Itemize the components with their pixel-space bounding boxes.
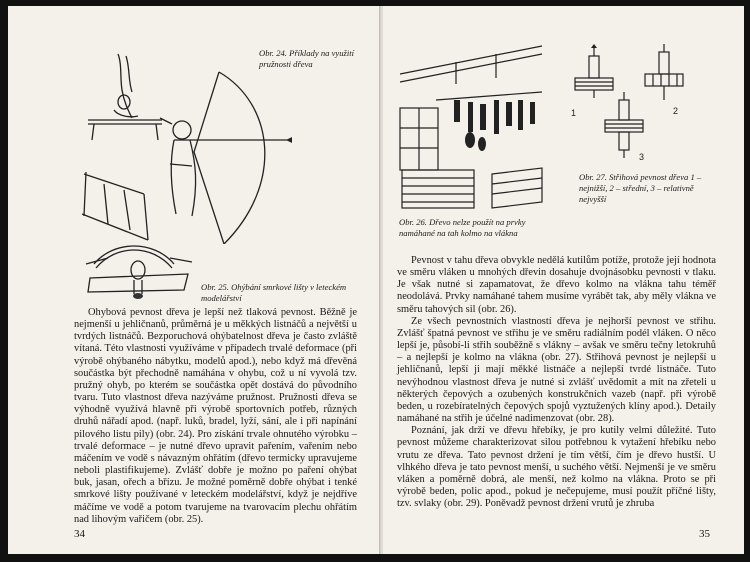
paragraph-1: Pevnost v tahu dřeva obvykle nedělá kutilům potíže, protože její hodnota ve směru vláken u mnohých dřevin dosahuje dvojnásobku pevnosti v tlaku. Je však nutné si zapamatovat, že dřevo kolmo na vlákna tahu téměř neodolává. Prvky namáhané tahem musíme vyrábět tak, aby měly vlákna ve směru tahových sil (obr. 26). <box>397 255 716 315</box>
figure-27-label-1: 1 <box>571 108 577 118</box>
figure-26-caption: Obr. 26. Dřevo nelze použít na prvky namáhané na tah kolmo na vlákna <box>399 217 526 238</box>
paragraph: Ohybová pevnost dřeva je lepší než tlaková pevnost. Běžně je nejmenší u jehličnanů, průměrná je u měkkých listnáčů a největší u tvrdých listnáčů. Bezporuchová ohýbatelnost dřeva je často zvláště vítaná. Této vlastnosti využíváme v případech trvalé deformace (při výrobě ohýbaného nábytku, modelů apod.), nebo když má dřevěná součástka být přechodně namáhána v ohybu, což u ní vyvolá tzv. pružný ohyb, po kterém se součástka opět dostává do původního tvaru. Tuto vlastnost dřeva nazýváme pružnost. Pružnosti dřeva se výhodně využívá hlavně při výrobě sportovních potřeb, různých druhů nářadí apod. (např. luků, bradel, lyží, sání, ale i při napínání pilového listu pily) (obr. 24). Pro získání trvale ohnutého výrobku – trvalé deformace – je nutné dřevo upravit pařením, vařením nebo máčením ve vodě s návazným ohřátím (dřevo termicky upravujeme neboli plastifikujeme). Zvlášť dobře je možno po paření ohýbat buk, jasan, ořech a břízu. Je možné poměrně dobře ohýbat i tenké smrkové lišty používané v leteckém modelářství, když je nejdříve máčíme ve vodě a potom tvarujeme na tvarovacím plechu ohřátím nad lihovým vařičem (obr. 25). <box>74 307 357 525</box>
figure-26-illustration <box>396 44 546 214</box>
figure-27-illustration <box>569 44 689 162</box>
figure-25-illustration <box>84 234 194 304</box>
page-number: 34 <box>74 528 85 540</box>
left-page <box>8 6 379 554</box>
paragraph-2: Ze všech pevnostních vlastností dřeva je nejhorší pevnost ve střihu. Zvlášť špatná pevnost ve střihu je ve směru radiálním podél vláken. O něco lepší je, působí-li střih souběžně s vlákny – avšak ve směru tečny letokruhů – a nejlepší je kolmo na vlákna (obr. 27). Střihová pevnost je nejlepší u jehličnanů, lepší ji mají měkké listnáče a nejlepší tvrdé listnáče. Tuto nevýhodnou vlastnost dřeva je nutné si zvlášť uvědomit a mít na zřeteli u některých čepových a ozubených konstrukčních vazeb (např. při výrobě beden, u rozebíratelných čepových spojů vyztužených klíny apod.). Detaily namáhané na střih je účelné nadimenzovat (obr. 28). <box>397 315 716 425</box>
figure-27-label-2: 2 <box>673 106 679 116</box>
right-page <box>383 6 744 554</box>
figure-27-label-3: 3 <box>639 152 645 162</box>
figure-25-caption: Obr. 25. Ohýbání smrkové lišty v leteckém modelářství <box>201 282 347 303</box>
figure-27-caption: Obr. 27. Střihová pevnost dřeva 1 – nejnižší, 2 – střední, 3 – relativně nejvyšší <box>579 172 702 204</box>
body-text-right <box>397 255 716 510</box>
page-number: 35 <box>699 528 710 540</box>
figure-24-caption: Obr. 24. Příklady na využití pružnosti dřeva <box>259 48 354 69</box>
body-text-left <box>74 307 357 526</box>
paragraph-3: Poznání, jak drží ve dřevu hřebíky, je pro kutily velmi důležité. Tuto pevnost můžeme charakterizovat silou potřebnou k vytažení hřebíku nebo vrutu ze dřeva. Tato pevnost držení je tím větší, čím je dřevo hustší. U vlhkého dřeva je tato pevnost menší, u suchého větší. Nejmenší je ve směru vláken a poměrně dobrá, ale menší, než kolmo na vlákna. Proto se při výrobě beden, polic apod., pokud je nečepujeme, musí použít příčné lišty, tzv. svlaky (obr. 29). Poněvadž pevnost držení vrutů je zhruba <box>397 425 716 510</box>
figure-24-illustration <box>74 44 304 244</box>
